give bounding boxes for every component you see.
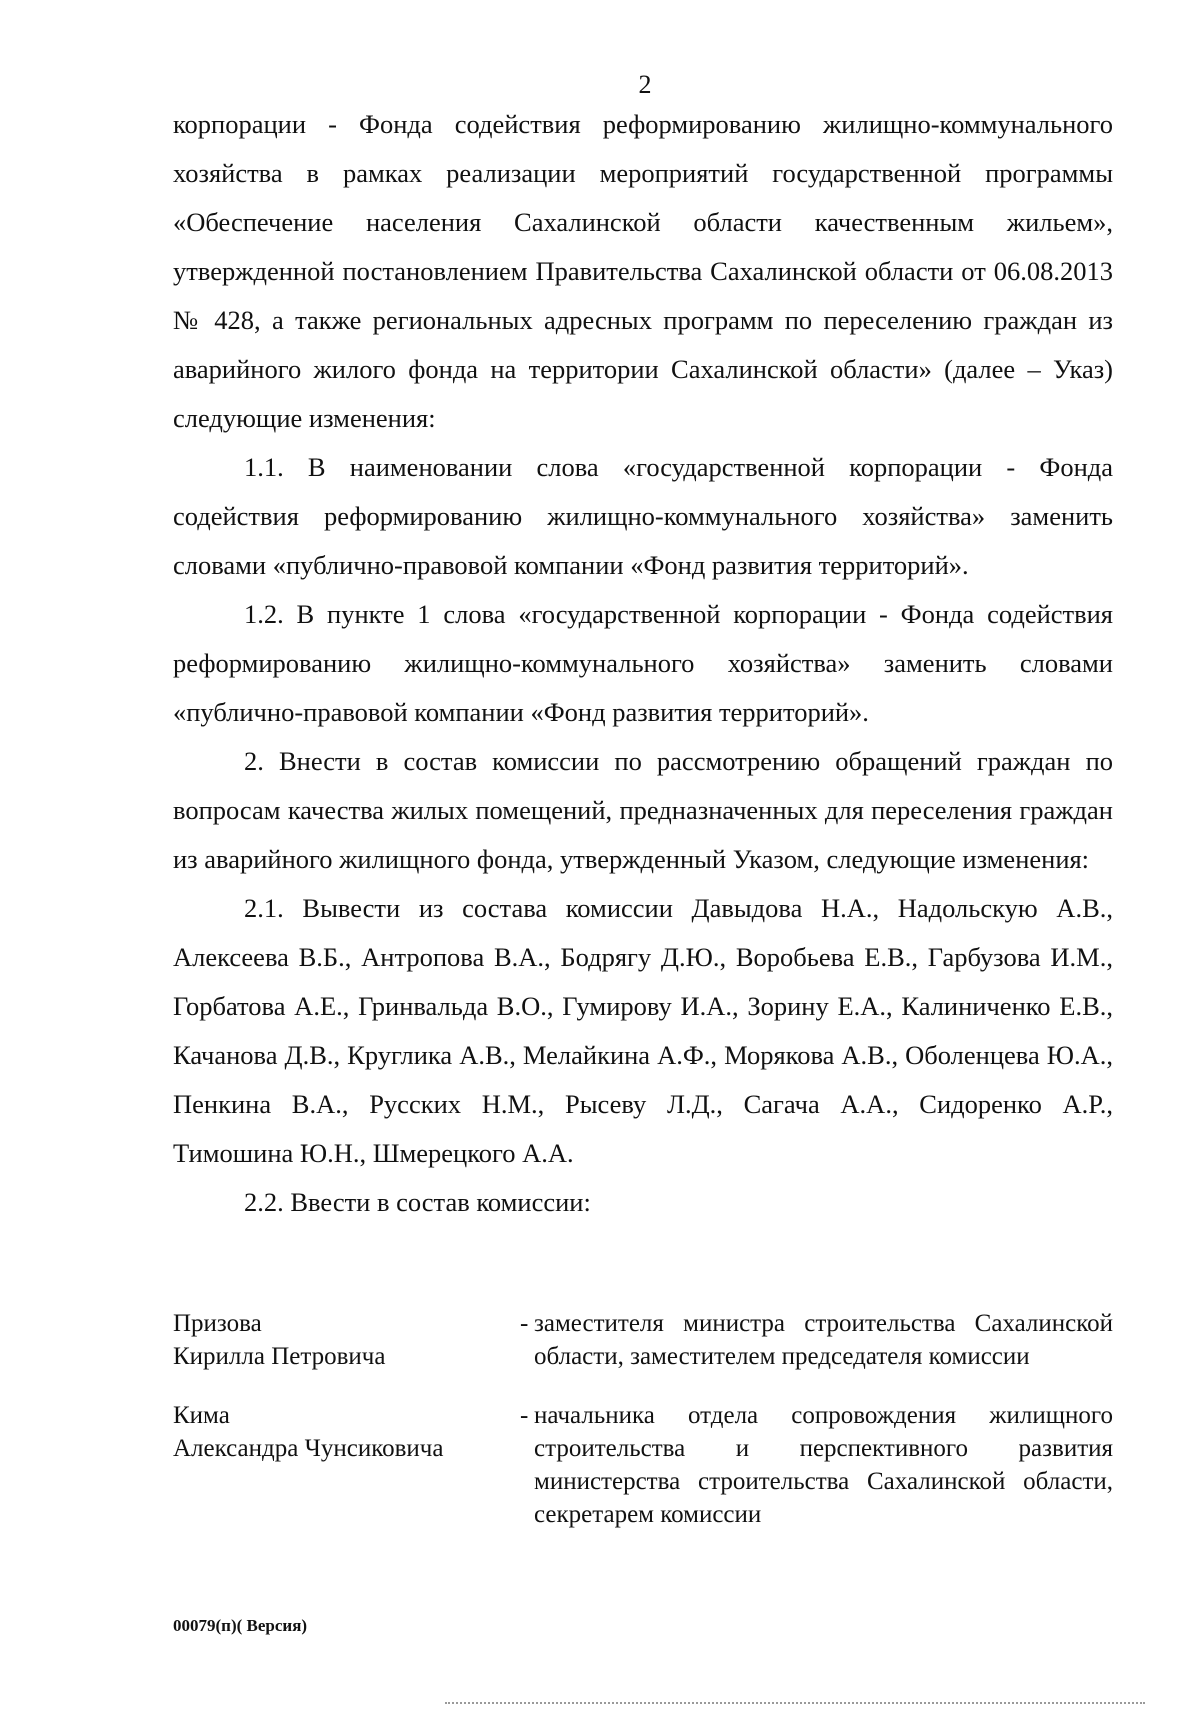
role-text: заместителя министра строительства Сахалинской области, заместителем председателя комиссии xyxy=(534,1310,1113,1370)
appointment-row xyxy=(173,1307,1113,1373)
document-version-code: 00079(п)( Версия) xyxy=(173,1616,308,1635)
role-dash: - xyxy=(520,1310,529,1337)
appointee-surname: Призова xyxy=(173,1310,262,1337)
body-text xyxy=(173,100,1113,1227)
appointee-given-names: Кирилла Петровича xyxy=(173,1343,386,1370)
appointment-row xyxy=(173,1399,1113,1531)
paragraph-1-1: 1.1. В наименовании слова «государственной корпорации - Фонда содействия реформированию жилищно-коммунального хозяйства» заменить словами «публично-правовой компании «Фонд развития территорий». xyxy=(173,452,1113,580)
appointee-given-names: Александра Чунсиковича xyxy=(173,1435,444,1462)
page-number: 2 xyxy=(638,70,652,99)
role-text: начальника отдела сопровождения жилищного строительства и перспективного развития министерства строительства Сахалинской области, секретарем комиссии xyxy=(534,1402,1113,1528)
paragraph-2-2: 2.2. Ввести в состав комиссии: xyxy=(244,1187,591,1217)
appointee-surname: Кима xyxy=(173,1402,230,1429)
scan-edge-line xyxy=(445,1702,1145,1704)
appointments-list xyxy=(173,1307,1113,1557)
paragraph-2: 2. Внести в состав комиссии по рассмотрению обращений граждан по вопросам качества жилых помещений, предназначенных для переселения граждан из аварийного жилищного фонда, утвержденный Указом, следующие изменения: xyxy=(173,746,1113,874)
appointee-name xyxy=(173,1399,520,1531)
appointee-role xyxy=(520,1399,1113,1531)
appointee-role xyxy=(520,1307,1113,1373)
paragraph-2-1: 2.1. Вывести из состава комиссии Давыдова Н.А., Надольскую А.В., Алексеева В.Б., Антропова В.А., Бодрягу Д.Ю., Воробьева Е.В., Гарбузова И.М., Горбатова А.Е., Гринвальда В.О., Гумирову И.А., Зорину Е.А., Калиниченко Е.В., Качанова Д.В., Круглика А.В., Мелайкина А.Ф., Морякова А.В., Оболенцева Ю.А., Пенкина В.А., Русских Н.М., Рысеву Л.Д., Сагача А.А., Сидоренко А.Р., Тимошина Ю.Н., Шмерецкого А.А. xyxy=(173,893,1113,1168)
paragraph-1-2: 1.2. В пункте 1 слова «государственной корпорации - Фонда содействия реформированию жилищно-коммунального хозяйства» заменить словами «публично-правовой компании «Фонд развития территорий». xyxy=(173,599,1113,727)
paragraph-intro: корпорации - Фонда содействия реформированию жилищно-коммунального хозяйства в рамках реализации мероприятий государственной программы «Обеспечение населения Сахалинской области качественным жильем», утвержденной постановлением Правительства Сахалинской области от 06.08.2013 № 428, а также региональных адресных программ по переселению граждан из аварийного жилого фонда на территории Сахалинской области» (далее – Указ) следующие изменения: xyxy=(173,109,1113,433)
appointee-name xyxy=(173,1307,520,1373)
role-dash: - xyxy=(520,1402,529,1429)
